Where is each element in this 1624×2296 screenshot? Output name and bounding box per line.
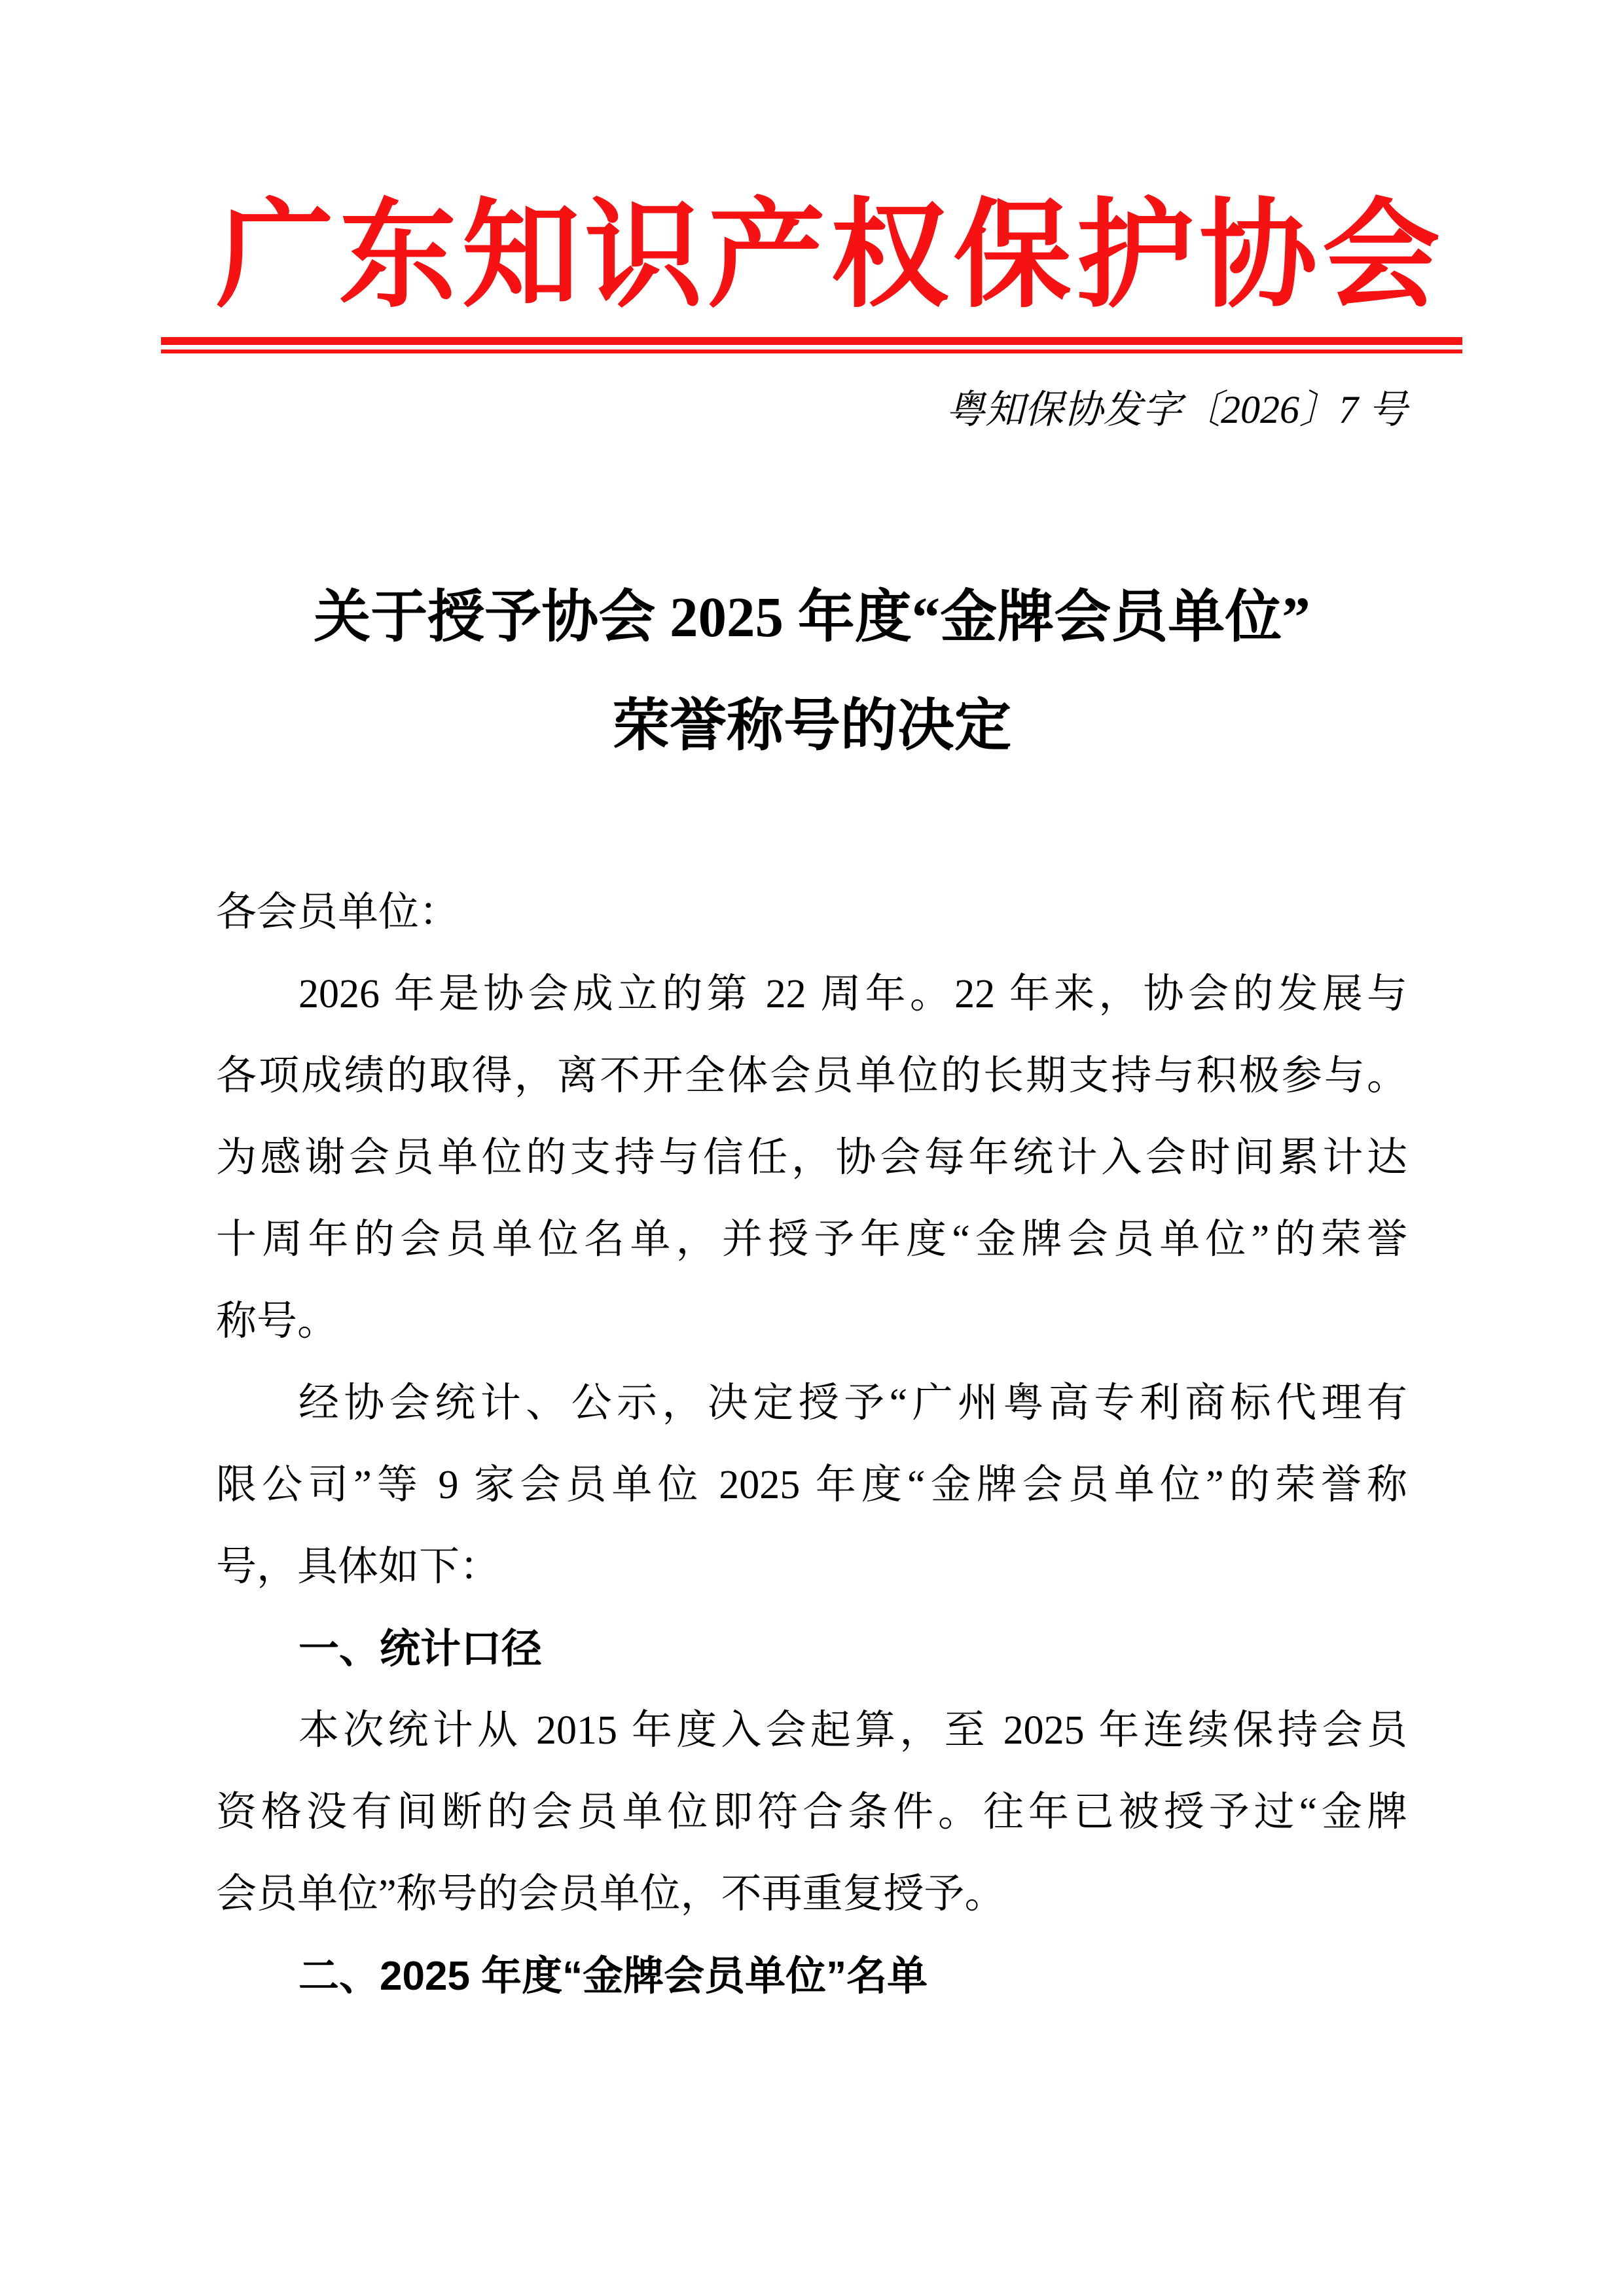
body-line: 称号。 (216, 1299, 338, 1344)
body-line: 为感谢会员单位的支持与信任，协会每年统计入会时间累计达 (216, 1136, 1407, 1180)
body-line: 限公司”等 9 家会员单位 2025 年度“金牌会员单位”的荣誉称 (216, 1463, 1407, 1507)
org-header-title: 广 东 知 识 产 权 保 护 协 会 (216, 191, 1440, 321)
document-title (216, 563, 1408, 780)
document-title-line2: 荣誉称号的决定 (613, 694, 1011, 757)
body-line: 会员单位”称号的会员单位，不再重复授予。 (216, 1872, 1005, 1916)
doc-number: 粤知保协发字〔2026〕7 号 (946, 388, 1407, 431)
body-line: 资格没有间断的会员单位即符合条件。往年已被授予过“金牌 (216, 1790, 1407, 1835)
body-line: 各项成绩的取得，离不开全体会员单位的长期支持与积极参与。 (216, 1054, 1407, 1098)
body-line-salutation: 各会员单位： (216, 890, 460, 935)
body-line: 十周年的会员单位名单，并授予年度“金牌会员单位”的荣誉 (216, 1217, 1407, 1262)
document-body (216, 872, 1407, 2017)
body-line: 号，具体如下： (216, 1545, 501, 1589)
section-heading-1: 一、统计口径 (298, 1626, 543, 1672)
body-line: 经协会统计、公示，决定授予“广州粤高专利商标代理有 (298, 1381, 1407, 1426)
red-rule-thick (161, 337, 1462, 345)
section-heading-2: 二、2025 年度“金牌会员单位”名单 (298, 1954, 928, 1999)
body-line: 本次统计从 2015 年度入会起算，至 2025 年连续保持会员 (298, 1708, 1407, 1753)
body-line: 2026 年是协会成立的第 22 周年。22 年来，协会的发展与 (298, 972, 1407, 1016)
document-title-line1: 关于授予协会 2025 年度“金牌会员单位” (314, 585, 1310, 649)
red-rule-thin (161, 350, 1462, 353)
